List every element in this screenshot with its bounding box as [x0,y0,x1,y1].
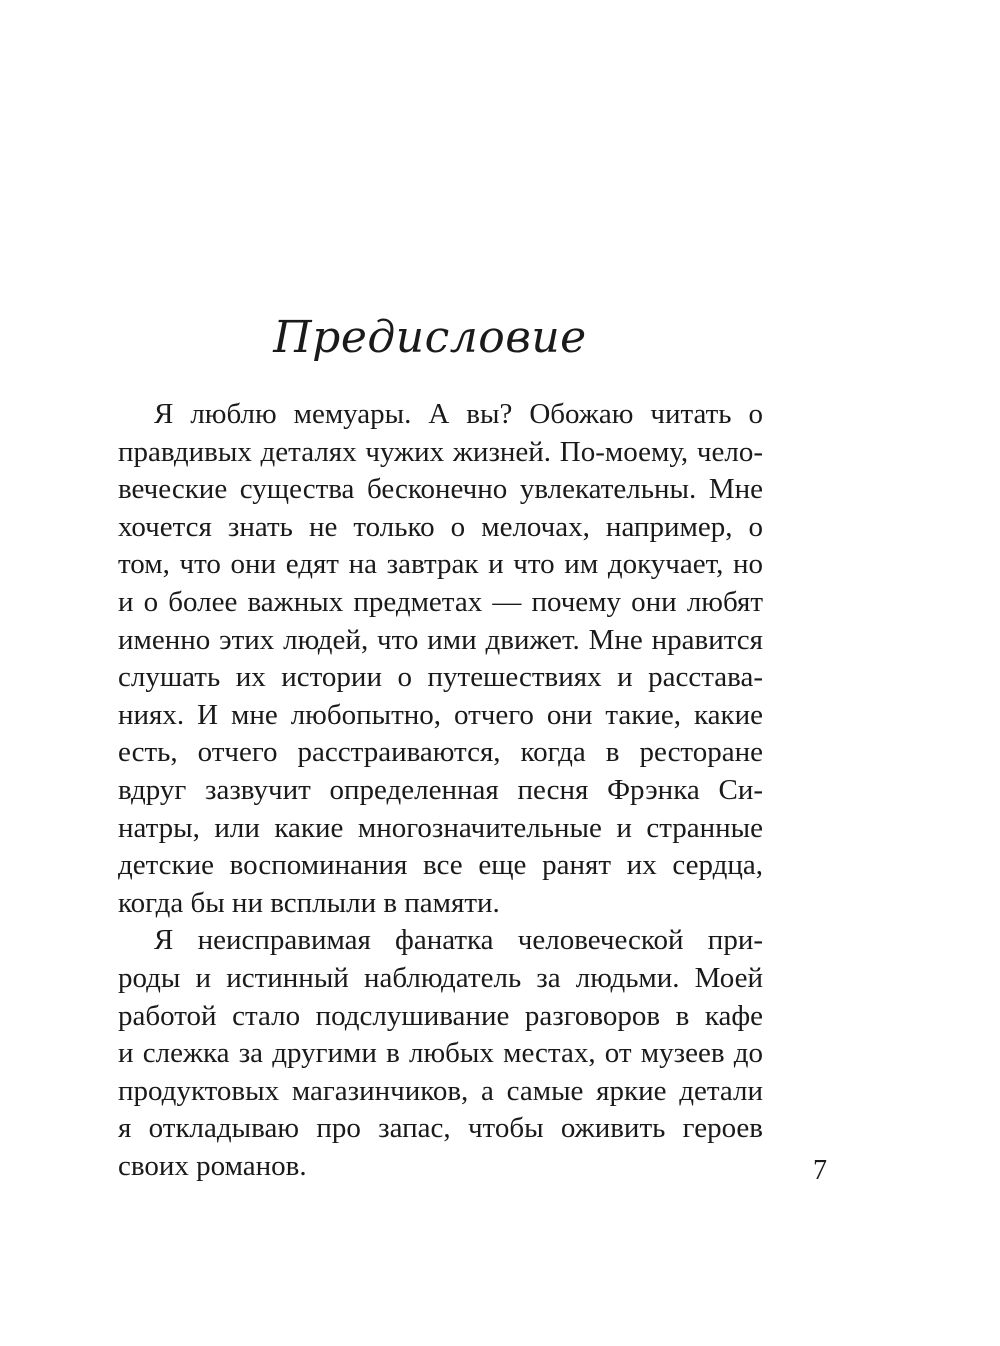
text-line: есть, отчего расстраиваются, когда в ресторане [118,736,763,769]
text-line: детские воспоминания все еще ранят их сердца, [118,849,763,882]
text-line: ниях. И мне любопытно, отчего они такие, какие [118,698,763,731]
text-line: веческие существа бесконечно увлекательны. Мне [118,473,763,506]
page-number: 7 [813,1155,827,1186]
text-line: и о более важных предметах — почему они любят [118,585,763,618]
text-line: своих романов. [118,1149,307,1182]
text-line: Я неисправимая фанатка человеческой при- [154,924,763,957]
paragraph-2 [118,922,763,1185]
text-line: слушать их истории о путешествиях и расстава- [118,661,763,694]
paragraph-1 [118,396,763,922]
text-line: работой стало подслушивание разговоров в кафе [118,999,763,1032]
text-line: роды и истинный наблюдатель за людьми. Моей [118,961,763,994]
text-line: Я люблю мемуары. А вы? Обожаю читать о [154,398,763,430]
text-line: хочется знать не только о мелочах, например, о [118,510,763,543]
text-line: вдруг зазвучит определенная песня Фрэнка Си- [118,773,763,806]
body-text [118,396,763,1185]
text-line: я откладываю про запас, чтобы оживить героев [118,1112,763,1145]
text-line: натры, или какие многозначительные и странные [118,811,763,844]
text-line: и слежка за другими в любых местах, от музеев до [118,1037,763,1070]
text-line: правдивых деталях чужих жизней. По-моему, чело- [118,435,763,468]
chapter-title: Предисловие [273,312,587,363]
text-line: том, что они едят на завтрак и что им докучает, но [118,548,763,581]
text-line: когда бы ни всплыли в памяти. [118,886,500,919]
text-line: именно этих людей, что ими движет. Мне нравится [118,623,763,656]
text-line: продуктовых магазинчиков, а самые яркие детали [118,1074,763,1107]
